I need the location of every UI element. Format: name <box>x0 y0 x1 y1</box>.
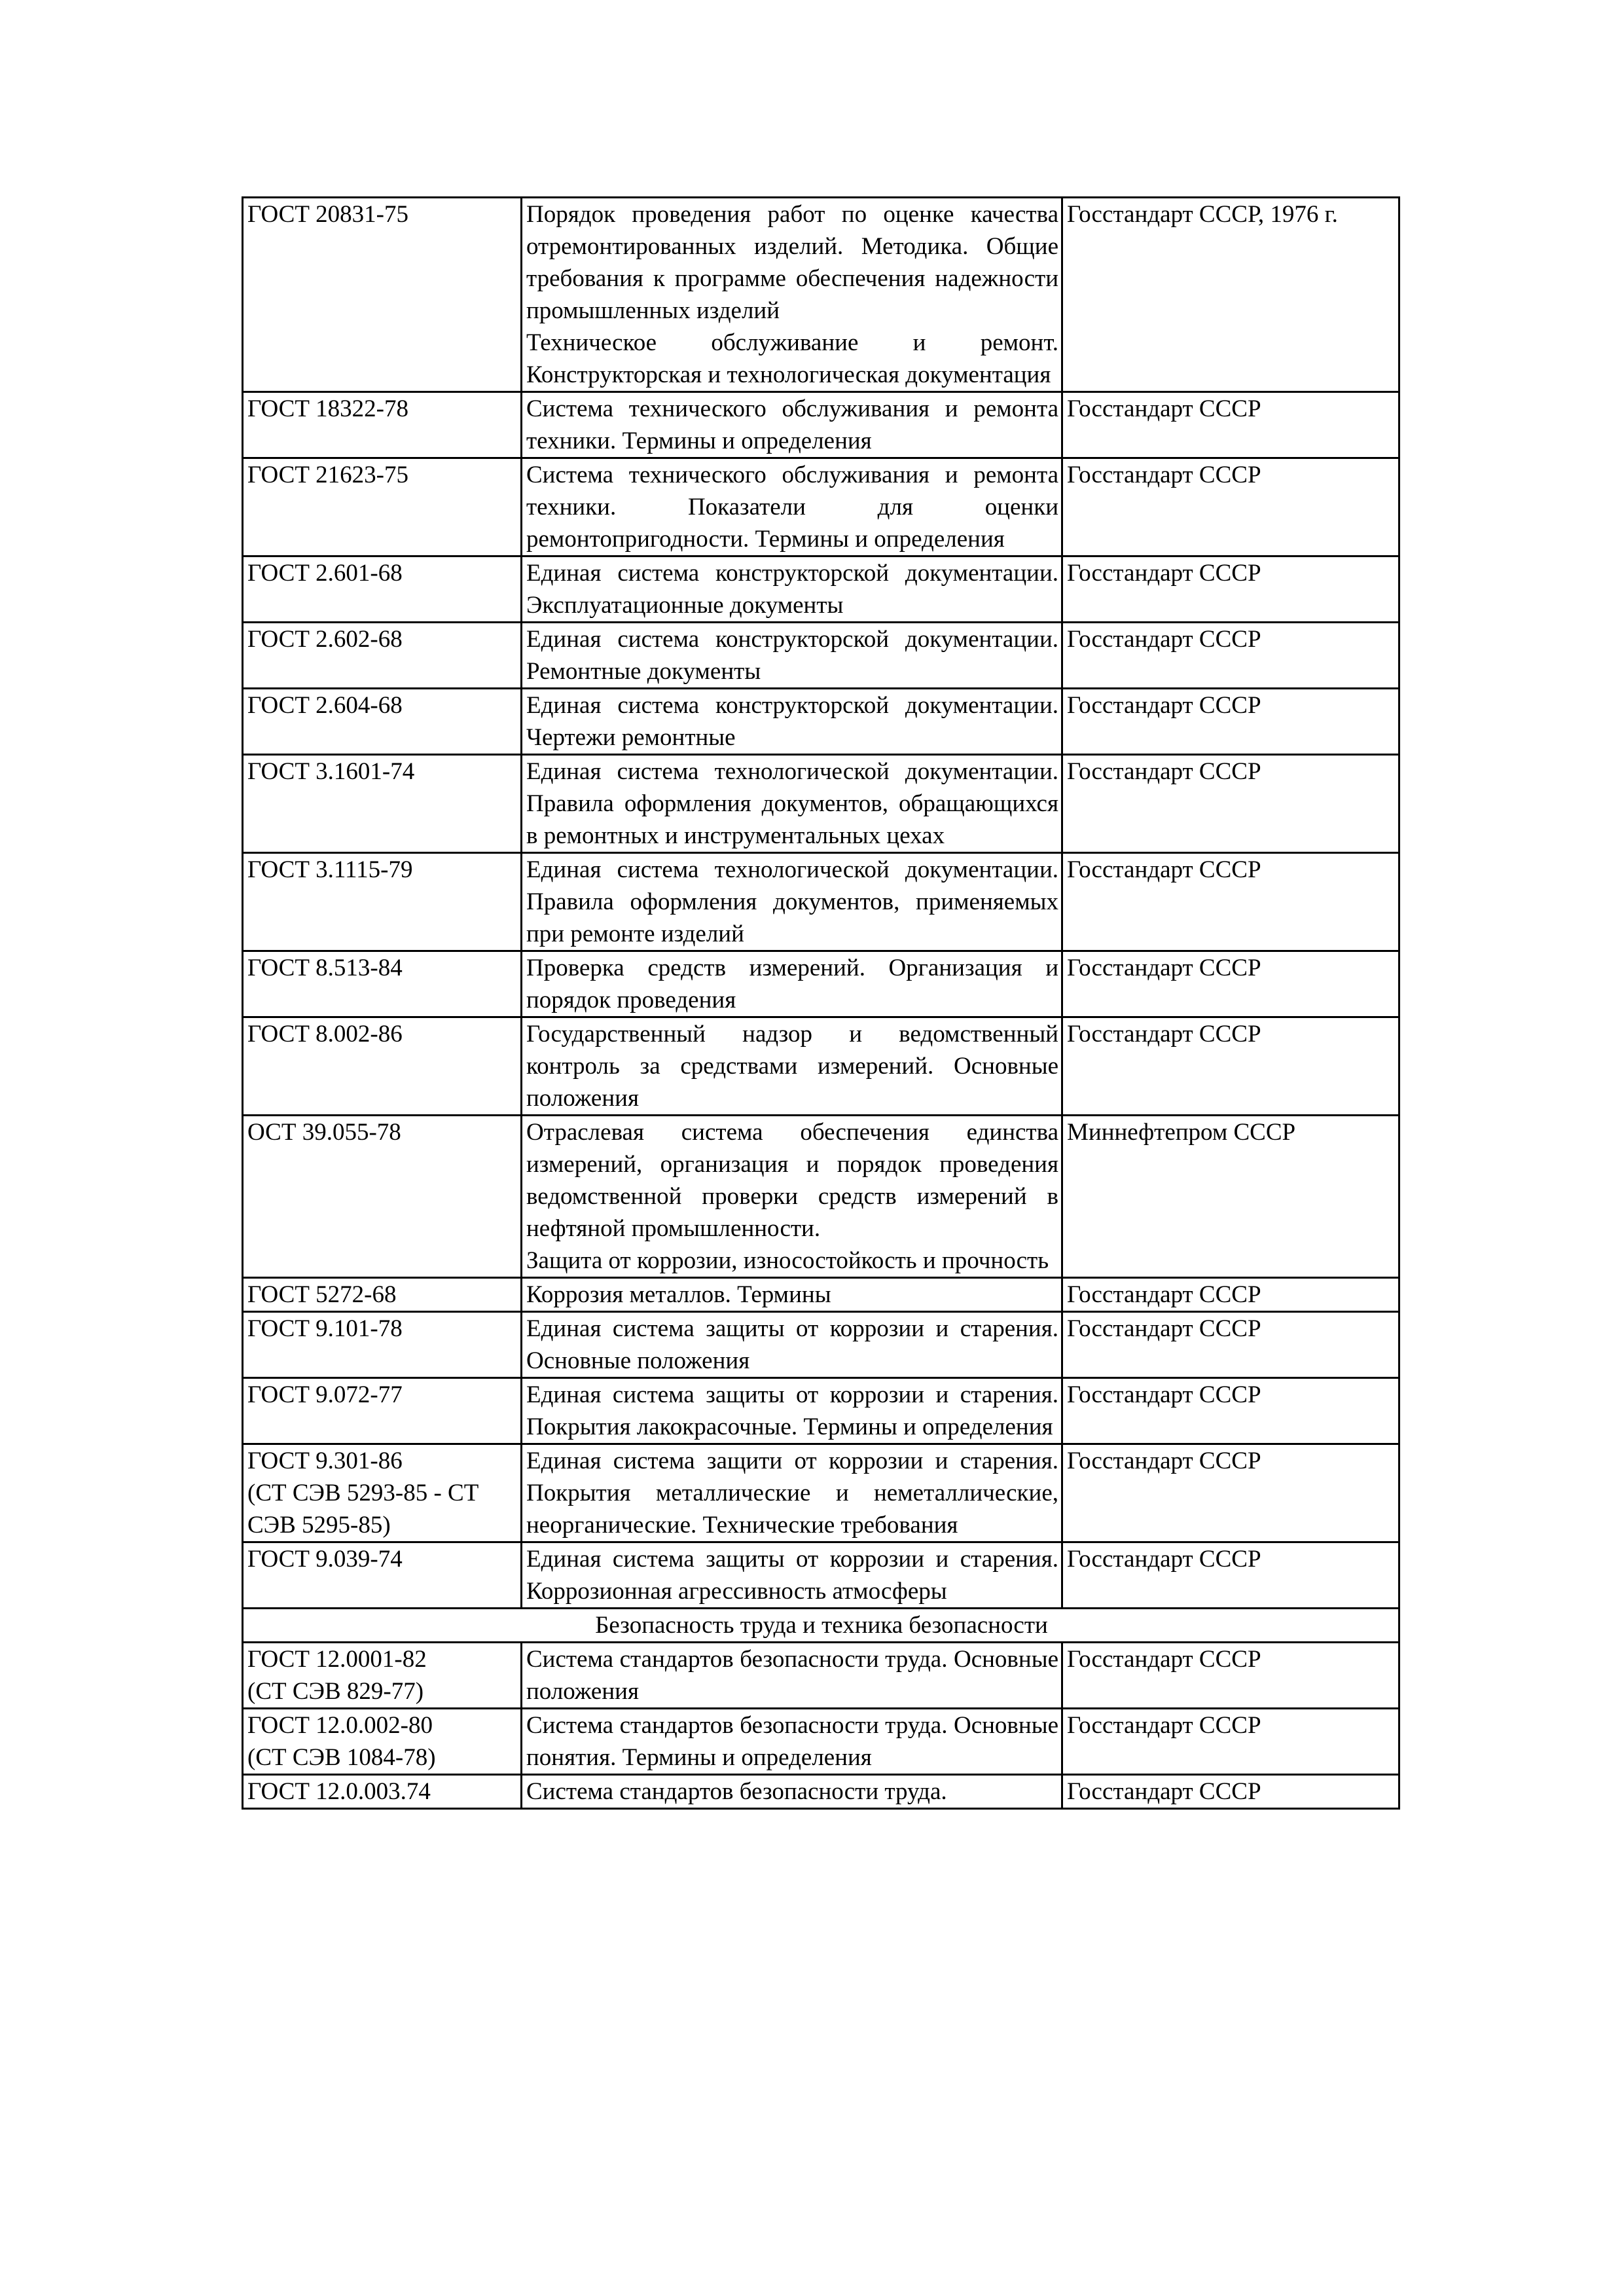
standard-title: Единая система технологической документации. Правила оформления документов, применяемых при ремонте изделий <box>526 856 1058 947</box>
standard-code-cell <box>243 392 522 458</box>
standard-code: ГОСТ 21623-75 <box>247 462 408 488</box>
standard-code: ГОСТ 12.0.002-80 <box>247 1712 433 1739</box>
standards-table <box>242 196 1400 1810</box>
approving-authority: Госстандарт СССР <box>1062 689 1399 755</box>
standard-code: ГОСТ 5272-68 <box>247 1281 397 1308</box>
table-row <box>243 1643 1399 1709</box>
standard-title: Система стандартов безопасности труда. Основные положения <box>526 1646 1058 1705</box>
table-row <box>243 1709 1399 1775</box>
standard-title-cell <box>522 1378 1062 1444</box>
standard-title-cell <box>522 689 1062 755</box>
approving-authority: Госстандарт СССР, 1976 г. <box>1062 198 1399 392</box>
standard-code: ГОСТ 9.039-74 <box>247 1546 403 1573</box>
standard-code-cell <box>243 556 522 623</box>
standard-title: Единая система защиты от коррозии и старения. Основные положения <box>526 1315 1058 1374</box>
approving-authority: Госстандарт СССР <box>1062 623 1399 689</box>
standard-code: ГОСТ 12.0001-82 <box>247 1646 427 1673</box>
section-title: Безопасность труда и техника безопасности <box>243 1609 1399 1643</box>
standard-title: Единая система защити от коррозии и старения. Покрытия металлические и неметаллические, неорганические. Технические требования <box>526 1448 1058 1539</box>
table-row <box>243 951 1399 1017</box>
standard-code: ГОСТ 12.0.003.74 <box>247 1778 431 1805</box>
standard-code-cell <box>243 1542 522 1609</box>
standard-code: ГОСТ 2.604-68 <box>247 692 403 719</box>
standard-code: ГОСТ 3.1601-74 <box>247 758 415 785</box>
standard-title-cell <box>522 623 1062 689</box>
table-row <box>243 1444 1399 1542</box>
table-row <box>243 1542 1399 1609</box>
standard-code-cell <box>243 853 522 951</box>
approving-authority: Госстандарт СССР <box>1062 951 1399 1017</box>
approving-authority: Госстандарт СССР <box>1062 556 1399 623</box>
table-row <box>243 1775 1399 1809</box>
standard-code: (СТ СЭВ 1084-78) <box>247 1744 436 1771</box>
standard-code: ГОСТ 9.072-77 <box>247 1381 403 1408</box>
table-row <box>243 623 1399 689</box>
standard-title-cell <box>522 1643 1062 1709</box>
standard-code-cell <box>243 1278 522 1312</box>
standard-title: Единая система защиты от коррозии и старения. Покрытия лакокрасочные. Термины и определения <box>526 1381 1058 1440</box>
standard-title: Единая система конструкторской документации. Эксплуатационные документы <box>526 560 1058 619</box>
standard-title-cell <box>522 1312 1062 1378</box>
approving-authority: Госстандарт СССР <box>1062 1278 1399 1312</box>
section-header-row <box>243 1609 1399 1643</box>
standard-title: Система технического обслуживания и ремонта техники. Термины и определения <box>526 395 1058 454</box>
standard-title-cell <box>522 458 1062 556</box>
standard-title-cell <box>522 1775 1062 1809</box>
approving-authority: Госстандарт СССР <box>1062 1709 1399 1775</box>
table-row <box>243 1278 1399 1312</box>
standard-code: ГОСТ 8.002-86 <box>247 1021 403 1048</box>
table-row <box>243 689 1399 755</box>
standard-title: Единая система технологической документации. Правила оформления документов, обращающихся в ремонтных и инструментальных цехах <box>526 758 1058 849</box>
standard-code: ГОСТ 2.602-68 <box>247 626 403 653</box>
standard-code: ГОСТ 8.513-84 <box>247 955 403 981</box>
approving-authority: Госстандарт СССР <box>1062 458 1399 556</box>
standard-code-cell <box>243 1116 522 1278</box>
standard-code-cell <box>243 458 522 556</box>
standard-title: Система технического обслуживания и ремонта техники. Показатели для оценки ремонтопригодности. Термины и определения <box>526 462 1058 553</box>
standard-code-cell <box>243 951 522 1017</box>
table-row <box>243 458 1399 556</box>
standard-title: Порядок проведения работ по оценке качества отремонтированных изделий. Методика. Общие требования к программе обеспечения надежности промышленных изделий <box>526 201 1058 324</box>
approving-authority: Госстандарт СССР <box>1062 853 1399 951</box>
standard-code: ГОСТ 3.1115-79 <box>247 856 413 883</box>
standard-title: Государственный надзор и ведомственный контроль за средствами измерений. Основные положения <box>526 1021 1058 1112</box>
standard-code: ГОСТ 9.301-86 <box>247 1448 403 1474</box>
standard-code: ГОСТ 9.101-78 <box>247 1315 403 1342</box>
standard-title-cell <box>522 1542 1062 1609</box>
approving-authority: Госстандарт СССР <box>1062 1542 1399 1609</box>
standard-title-cell <box>522 198 1062 392</box>
approving-authority: Госстандарт СССР <box>1062 1378 1399 1444</box>
table-row <box>243 198 1399 392</box>
standard-title-cell <box>522 1116 1062 1278</box>
standard-code: СЭВ 5295-85) <box>247 1512 391 1539</box>
approving-authority: Госстандарт СССР <box>1062 755 1399 853</box>
standard-code-cell <box>243 198 522 392</box>
standard-code-cell <box>243 1378 522 1444</box>
standard-subheading: Защита от коррозии, износостойкость и прочность <box>526 1247 1049 1274</box>
standard-code-cell <box>243 1775 522 1809</box>
standard-code: ОСТ 39.055-78 <box>247 1119 401 1146</box>
standard-code-cell <box>243 1017 522 1116</box>
standard-code-cell <box>243 1312 522 1378</box>
standard-code: ГОСТ 2.601-68 <box>247 560 403 587</box>
standard-title-cell <box>522 951 1062 1017</box>
standards-table-body <box>243 198 1399 1809</box>
approving-authority: Госстандарт СССР <box>1062 1775 1399 1809</box>
standard-title: Проверка средств измерений. Организация и порядок проведения <box>526 955 1058 1013</box>
standard-code-cell <box>243 1643 522 1709</box>
standard-title: Система стандартов безопасности труда. <box>526 1778 947 1805</box>
standard-title: Отраслевая система обеспечения единства измерений, организация и порядок проведения ведомственной проверки средств измерений в нефтяной промышленности. <box>526 1119 1058 1242</box>
approving-authority: Госстандарт СССР <box>1062 1017 1399 1116</box>
standard-code-cell <box>243 1709 522 1775</box>
standard-code-cell <box>243 623 522 689</box>
standard-subheading: Техническое обслуживание и ремонт. Конструкторская и технологическая документация <box>526 329 1058 388</box>
standard-title-cell <box>522 556 1062 623</box>
standard-code: ГОСТ 18322-78 <box>247 395 408 422</box>
document-page <box>242 196 1398 1810</box>
approving-authority: Госстандарт СССР <box>1062 1312 1399 1378</box>
standard-title-cell <box>522 1278 1062 1312</box>
table-row <box>243 392 1399 458</box>
standard-title-cell <box>522 1017 1062 1116</box>
table-row <box>243 556 1399 623</box>
table-row <box>243 755 1399 853</box>
approving-authority: Госстандарт СССР <box>1062 1643 1399 1709</box>
standard-code: (СТ СЭВ 829-77) <box>247 1678 424 1705</box>
standard-title-cell <box>522 1709 1062 1775</box>
standard-title-cell <box>522 1444 1062 1542</box>
standard-title: Коррозия металлов. Термины <box>526 1281 831 1308</box>
standard-code: ГОСТ 20831-75 <box>247 201 408 228</box>
standard-title-cell <box>522 755 1062 853</box>
standard-title-cell <box>522 853 1062 951</box>
standard-code: (СТ СЭВ 5293-85 - СТ <box>247 1480 479 1506</box>
standard-title-cell <box>522 392 1062 458</box>
standard-title: Единая система конструкторской документации. Чертежи ремонтные <box>526 692 1058 751</box>
table-row <box>243 1312 1399 1378</box>
standard-code-cell <box>243 1444 522 1542</box>
table-row <box>243 1378 1399 1444</box>
standard-title: Единая система защиты от коррозии и старения. Коррозионная агрессивность атмосферы <box>526 1546 1058 1605</box>
table-row <box>243 1017 1399 1116</box>
approving-authority: Госстандарт СССР <box>1062 392 1399 458</box>
approving-authority: Миннефтепром СССР <box>1062 1116 1399 1278</box>
standard-title: Система стандартов безопасности труда. Основные понятия. Термины и определения <box>526 1712 1058 1771</box>
standard-code-cell <box>243 689 522 755</box>
standard-code-cell <box>243 755 522 853</box>
table-row <box>243 1116 1399 1278</box>
standard-title: Единая система конструкторской документации. Ремонтные документы <box>526 626 1058 685</box>
table-row <box>243 853 1399 951</box>
approving-authority: Госстандарт СССР <box>1062 1444 1399 1542</box>
